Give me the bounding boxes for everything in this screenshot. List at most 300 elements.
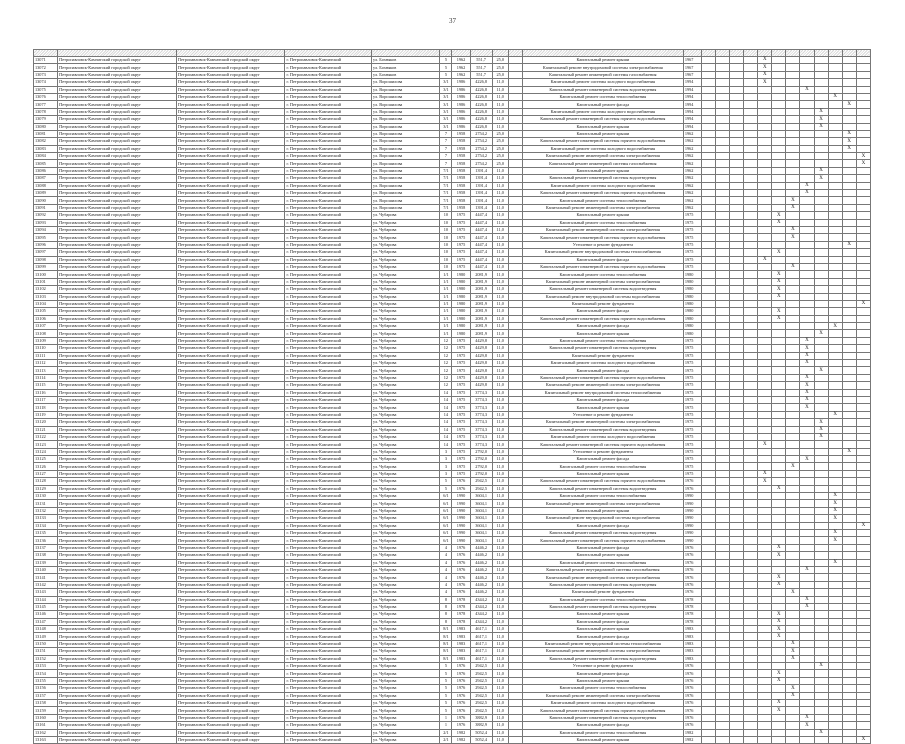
cell-empty [828,145,842,152]
cell-w: Капитальный ремонт инженерной системы горячего водоснабжения [522,263,683,270]
cell-empty [786,175,800,182]
cell-c: г. Петропавловск-Камчатский [285,367,372,374]
cell-y: 1958 [452,153,470,160]
cell-empty [800,93,814,100]
cell-empty [701,315,715,322]
cell-empty [715,714,729,721]
cell-empty [786,433,800,440]
cell-empty [701,101,715,108]
cell-s: 3774,3 [470,426,492,433]
table-row [34,116,871,123]
cell-n: 8 [440,596,452,603]
cell-n: 3/1 [440,123,452,130]
cell-a: Петропавловск-Камчатский городской округ [58,559,177,566]
cell-w: Капитальный ремонт фасада [522,633,683,640]
cell-empty [772,123,786,130]
cell-a: Петропавловск-Камчатский городской округ [58,234,177,241]
cell-id: 13141 [34,574,58,581]
cell-t: 11,0 [492,485,508,492]
cell-empty [715,507,729,514]
cell-s: 4429,8 [470,337,492,344]
cell-empty [842,396,856,403]
cell-empty [842,419,856,426]
cell-mark: X [828,93,842,100]
cell-empty [814,190,828,197]
cell-c: г. Петропавловск-Камчатский [285,101,372,108]
cell-y: 1975 [452,411,470,418]
cell-b: Петропавловск-Камчатский городской округ [176,618,285,625]
cell-b: Петропавловск-Камчатский городской округ [176,559,285,566]
cell-empty [856,330,870,337]
cell-empty [800,626,814,633]
cell-empty [701,167,715,174]
cell-empty [814,404,828,411]
cell-empty [814,57,828,64]
cell-empty [701,145,715,152]
cell-empty [508,263,522,270]
cell-empty [758,278,772,285]
cell-empty [828,626,842,633]
cell-empty [758,145,772,152]
cell-empty [828,204,842,211]
cell-empty [758,544,772,551]
cell-empty [744,500,758,507]
cell-n: 14 [440,396,452,403]
cell-a: Петропавловск-Камчатский городской округ [58,515,177,522]
cell-empty [814,315,828,322]
cell-y: 1978 [452,611,470,618]
cell-d: ул. Чубарова [372,478,440,485]
cell-empty [856,271,870,278]
cell-empty [828,123,842,130]
cell-b: Петропавловск-Камчатский городской округ [176,226,285,233]
cell-empty [842,256,856,263]
cell-y: 1975 [452,360,470,367]
cell-d: ул. Чубарова [372,633,440,640]
cell-n: 5 [440,663,452,670]
cell-mark: X [828,559,842,566]
cell-y: 1976 [452,485,470,492]
cell-c: г. Петропавловск-Камчатский [285,130,372,137]
cell-yr: 1983 [683,626,701,633]
cell-empty [842,729,856,736]
cell-empty [758,300,772,307]
cell-yr: 1962 [683,175,701,182]
cell-empty [715,130,729,137]
cell-empty [758,190,772,197]
cell-w: Капитальный ремонт системы холодного водоснабжения [522,699,683,706]
table-row [34,515,871,522]
cell-n: 7/1 [440,175,452,182]
cell-empty [786,116,800,123]
cell-yr: 1975 [683,382,701,389]
cell-empty [772,360,786,367]
cell-a: Петропавловск-Камчатский городской округ [58,603,177,610]
cell-s: 4617,1 [470,633,492,640]
cell-w: Капитальный ремонт инженерной системы горячего водоснабжения [522,478,683,485]
cell-d: ул. Ворошилова [372,197,440,204]
cell-d: ул. Чубарова [372,699,440,706]
table-header-row [34,50,871,57]
cell-empty [715,93,729,100]
cell-yr: 1980 [683,323,701,330]
cell-n: 3/1 [440,86,452,93]
cell-w: Капитальный ремонт фасада [522,670,683,677]
cell-empty [842,611,856,618]
cell-n: 4 [440,574,452,581]
cell-empty [828,86,842,93]
cell-id: 13155 [34,677,58,684]
cell-s: 4447,4 [470,212,492,219]
cell-empty [508,589,522,596]
cell-a: Петропавловск-Камчатский городской округ [58,330,177,337]
cell-empty [508,123,522,130]
cell-empty [715,219,729,226]
cell-empty [842,566,856,573]
cell-id: 13128 [34,478,58,485]
cell-y: 1958 [452,190,470,197]
cell-mark: X [772,699,786,706]
cell-mark: X [772,670,786,677]
cell-n: 5 [440,71,452,78]
cell-yr: 1990 [683,530,701,537]
cell-y: 1990 [452,500,470,507]
cell-w: Капитальный ремонт системы теплоснабжения [522,559,683,566]
cell-s: 4226,8 [470,86,492,93]
cell-empty [828,197,842,204]
cell-n: 4 [440,544,452,551]
cell-mark: X [772,293,786,300]
cell-empty [701,382,715,389]
cell-b: Петропавловск-Камчатский городской округ [176,493,285,500]
cell-mark: X [758,478,772,485]
cell-s: 4617,1 [470,640,492,647]
cell-d: ул. Чубарова [372,433,440,440]
cell-yr: 1976 [683,581,701,588]
cell-empty [730,433,744,440]
cell-c: г. Петропавловск-Камчатский [285,663,372,670]
cell-w: Капитальный ремонт инженерной системы водоотведения [522,86,683,93]
cell-empty [814,581,828,588]
cell-mark: X [814,330,828,337]
cell-id: 13147 [34,618,58,625]
cell-empty [856,626,870,633]
cell-yr: 1975 [683,456,701,463]
cell-t: 11,0 [492,374,508,381]
table-row [34,722,871,729]
cell-empty [758,655,772,662]
cell-empty [814,352,828,359]
cell-empty [828,441,842,448]
cell-n: 1/1 [440,293,452,300]
cell-empty [715,86,729,93]
cell-yr: 1990 [683,493,701,500]
cell-empty [730,57,744,64]
cell-a: Петропавловск-Камчатский городской округ [58,241,177,248]
cell-empty [744,382,758,389]
cell-w: Капитальный ремонт системы холодного водоснабжения [522,360,683,367]
cell-d: ул. Чубарова [372,663,440,670]
cell-empty [800,256,814,263]
cell-t: 11,0 [492,367,508,374]
cell-empty [800,485,814,492]
cell-yr: 1994 [683,79,701,86]
cell-w: Капитальный ремонт инженерной системы горячего водоснабжения [522,116,683,123]
cell-c: г. Петропавловск-Камчатский [285,648,372,655]
cell-yr: 1976 [683,589,701,596]
cell-s: 2792,0 [470,448,492,455]
cell-mark: X [828,537,842,544]
cell-b: Петропавловск-Камчатский городской округ [176,345,285,352]
cell-y: 1975 [452,441,470,448]
cell-id: 13152 [34,655,58,662]
cell-w: Капитальный ремонт крыши [522,736,683,743]
cell-c: г. Петропавловск-Камчатский [285,559,372,566]
cell-a: Петропавловск-Камчатский городской округ [58,160,177,167]
table-row [34,367,871,374]
cell-n: 3/1 [440,101,452,108]
cell-empty [786,286,800,293]
cell-empty [856,426,870,433]
cell-w: Капитальный ремонт системы холодного водоснабжения [522,145,683,152]
cell-empty [758,699,772,706]
cell-empty [786,603,800,610]
cell-b: Петропавловск-Камчатский городской округ [176,71,285,78]
cell-empty [800,692,814,699]
cell-s: 3774,3 [470,433,492,440]
cell-empty [744,470,758,477]
cell-d: ул. Чубарова [372,411,440,418]
cell-empty [856,729,870,736]
cell-empty [772,537,786,544]
cell-id: 13148 [34,626,58,633]
cell-empty [828,219,842,226]
cell-empty [842,160,856,167]
cell-empty [856,212,870,219]
cell-s: 2942,5 [470,663,492,670]
cell-empty [744,707,758,714]
cell-empty [701,182,715,189]
cell-w: Капитальный ремонт фасада [522,101,683,108]
table-row [34,566,871,573]
cell-c: г. Петропавловск-Камчатский [285,404,372,411]
cell-s: 1391,4 [470,175,492,182]
cell-empty [772,71,786,78]
cell-empty [758,263,772,270]
cell-c: г. Петропавловск-Камчатский [285,123,372,130]
cell-b: Петропавловск-Камчатский городской округ [176,485,285,492]
cell-b: Петропавловск-Камчатский городской округ [176,145,285,152]
cell-empty [715,685,729,692]
cell-empty [772,204,786,211]
cell-empty [715,271,729,278]
cell-empty [786,145,800,152]
cell-d: ул. Ворошилова [372,153,440,160]
cell-empty [828,544,842,551]
cell-mark: X [800,190,814,197]
cell-empty [828,108,842,115]
cell-b: Петропавловск-Камчатский городской округ [176,234,285,241]
cell-d: ул. Чубарова [372,419,440,426]
cell-id: 13086 [34,167,58,174]
cell-empty [800,204,814,211]
cell-empty [730,626,744,633]
cell-empty [508,419,522,426]
table-row [34,478,871,485]
cell-empty [730,71,744,78]
cell-empty [744,411,758,418]
cell-n: 10 [440,234,452,241]
cell-empty [828,271,842,278]
cell-empty [701,271,715,278]
cell-empty [800,79,814,86]
cell-empty [800,263,814,270]
cell-n: 12 [440,352,452,359]
cell-n: 8/1 [440,626,452,633]
cell-b: Петропавловск-Камчатский городской округ [176,263,285,270]
cell-s: 5052,4 [470,729,492,736]
cell-mark: X [828,493,842,500]
cell-empty [744,337,758,344]
cell-empty [730,101,744,108]
cell-empty [856,589,870,596]
cell-y: 1975 [452,352,470,359]
cell-empty [828,64,842,71]
cell-empty [701,138,715,145]
cell-empty [730,93,744,100]
cell-empty [842,699,856,706]
cell-w: Капитальный ремонт инженерной системы электроснабжения [522,153,683,160]
table-row [34,145,871,152]
cell-empty [715,241,729,248]
cell-c: г. Петропавловск-Камчатский [285,722,372,729]
cell-mark: X [842,145,856,152]
cell-empty [856,530,870,537]
cell-a: Петропавловск-Камчатский городской округ [58,190,177,197]
cell-a: Петропавловск-Камчатский городской округ [58,226,177,233]
cell-id: 13073 [34,71,58,78]
cell-y: 1980 [452,323,470,330]
cell-empty [814,714,828,721]
cell-a: Петропавловск-Камчатский городской округ [58,544,177,551]
cell-id: 13088 [34,182,58,189]
cell-y: 1976 [452,478,470,485]
cell-empty [508,79,522,86]
cell-b: Петропавловск-Камчатский городской округ [176,589,285,596]
cell-empty [772,352,786,359]
cell-empty [701,352,715,359]
cell-empty [715,153,729,160]
cell-y: 1975 [452,345,470,352]
cell-empty [772,241,786,248]
cell-y: 1982 [452,729,470,736]
cell-s: 4446,2 [470,559,492,566]
cell-empty [856,234,870,241]
table-row [34,86,871,93]
cell-y: 1980 [452,330,470,337]
cell-b: Петропавловск-Камчатский городской округ [176,640,285,647]
cell-c: г. Петропавловск-Камчатский [285,249,372,256]
cell-empty [744,589,758,596]
cell-empty [758,286,772,293]
cell-id: 13072 [34,64,58,71]
cell-empty [842,640,856,647]
cell-empty [758,648,772,655]
cell-empty [730,426,744,433]
cell-n: 5 [440,485,452,492]
cell-w: Капитальный ремонт инженерной системы водоотведения [522,530,683,537]
cell-d: ул. Чубарова [372,522,440,529]
cell-empty [508,603,522,610]
cell-s: 3604,1 [470,515,492,522]
cell-mark: X [814,167,828,174]
cell-y: 1990 [452,522,470,529]
table-row [34,670,871,677]
cell-empty [786,596,800,603]
cell-empty [701,677,715,684]
cell-b: Петропавловск-Камчатский городской округ [176,57,285,64]
cell-yr: 1975 [683,226,701,233]
table-row [34,382,871,389]
cell-empty [786,581,800,588]
cell-d: ул. Чубарова [372,596,440,603]
cell-id: 13098 [34,256,58,263]
cell-id: 13142 [34,581,58,588]
cell-a: Петропавловск-Камчатский городской округ [58,426,177,433]
cell-empty [786,367,800,374]
cell-b: Петропавловск-Камчатский городской округ [176,212,285,219]
cell-empty [814,633,828,640]
cell-empty [744,167,758,174]
cell-c: г. Петропавловск-Камчатский [285,714,372,721]
cell-empty [701,530,715,537]
cell-yr: 1978 [683,596,701,603]
cell-d: ул. Чубарова [372,256,440,263]
cell-empty [828,212,842,219]
cell-id: 13110 [34,345,58,352]
cell-empty [814,153,828,160]
cell-empty [772,448,786,455]
cell-empty [701,57,715,64]
cell-w: Капитальный ремонт инженерной системы водоотведения [522,345,683,352]
cell-c: г. Петропавловск-Камчатский [285,396,372,403]
cell-empty [814,212,828,219]
cell-a: Петропавловск-Камчатский городской округ [58,256,177,263]
cell-empty [508,596,522,603]
cell-mark: X [772,315,786,322]
cell-empty [508,670,522,677]
cell-empty [814,618,828,625]
cell-empty [758,581,772,588]
cell-a: Петропавловск-Камчатский городской округ [58,677,177,684]
cell-d: ул. Чубарова [372,470,440,477]
cell-empty [842,190,856,197]
cell-empty [744,123,758,130]
cell-empty [772,116,786,123]
cell-s: 3774,3 [470,411,492,418]
cell-empty [744,530,758,537]
table-row [34,278,871,285]
cell-empty [701,618,715,625]
cell-s: 551,7 [470,64,492,71]
cell-empty [508,537,522,544]
cell-d: ул. Чубарова [372,382,440,389]
cell-empty [856,485,870,492]
cell-id: 13089 [34,190,58,197]
cell-empty [715,167,729,174]
cell-id: 13104 [34,300,58,307]
cell-id: 13107 [34,323,58,330]
